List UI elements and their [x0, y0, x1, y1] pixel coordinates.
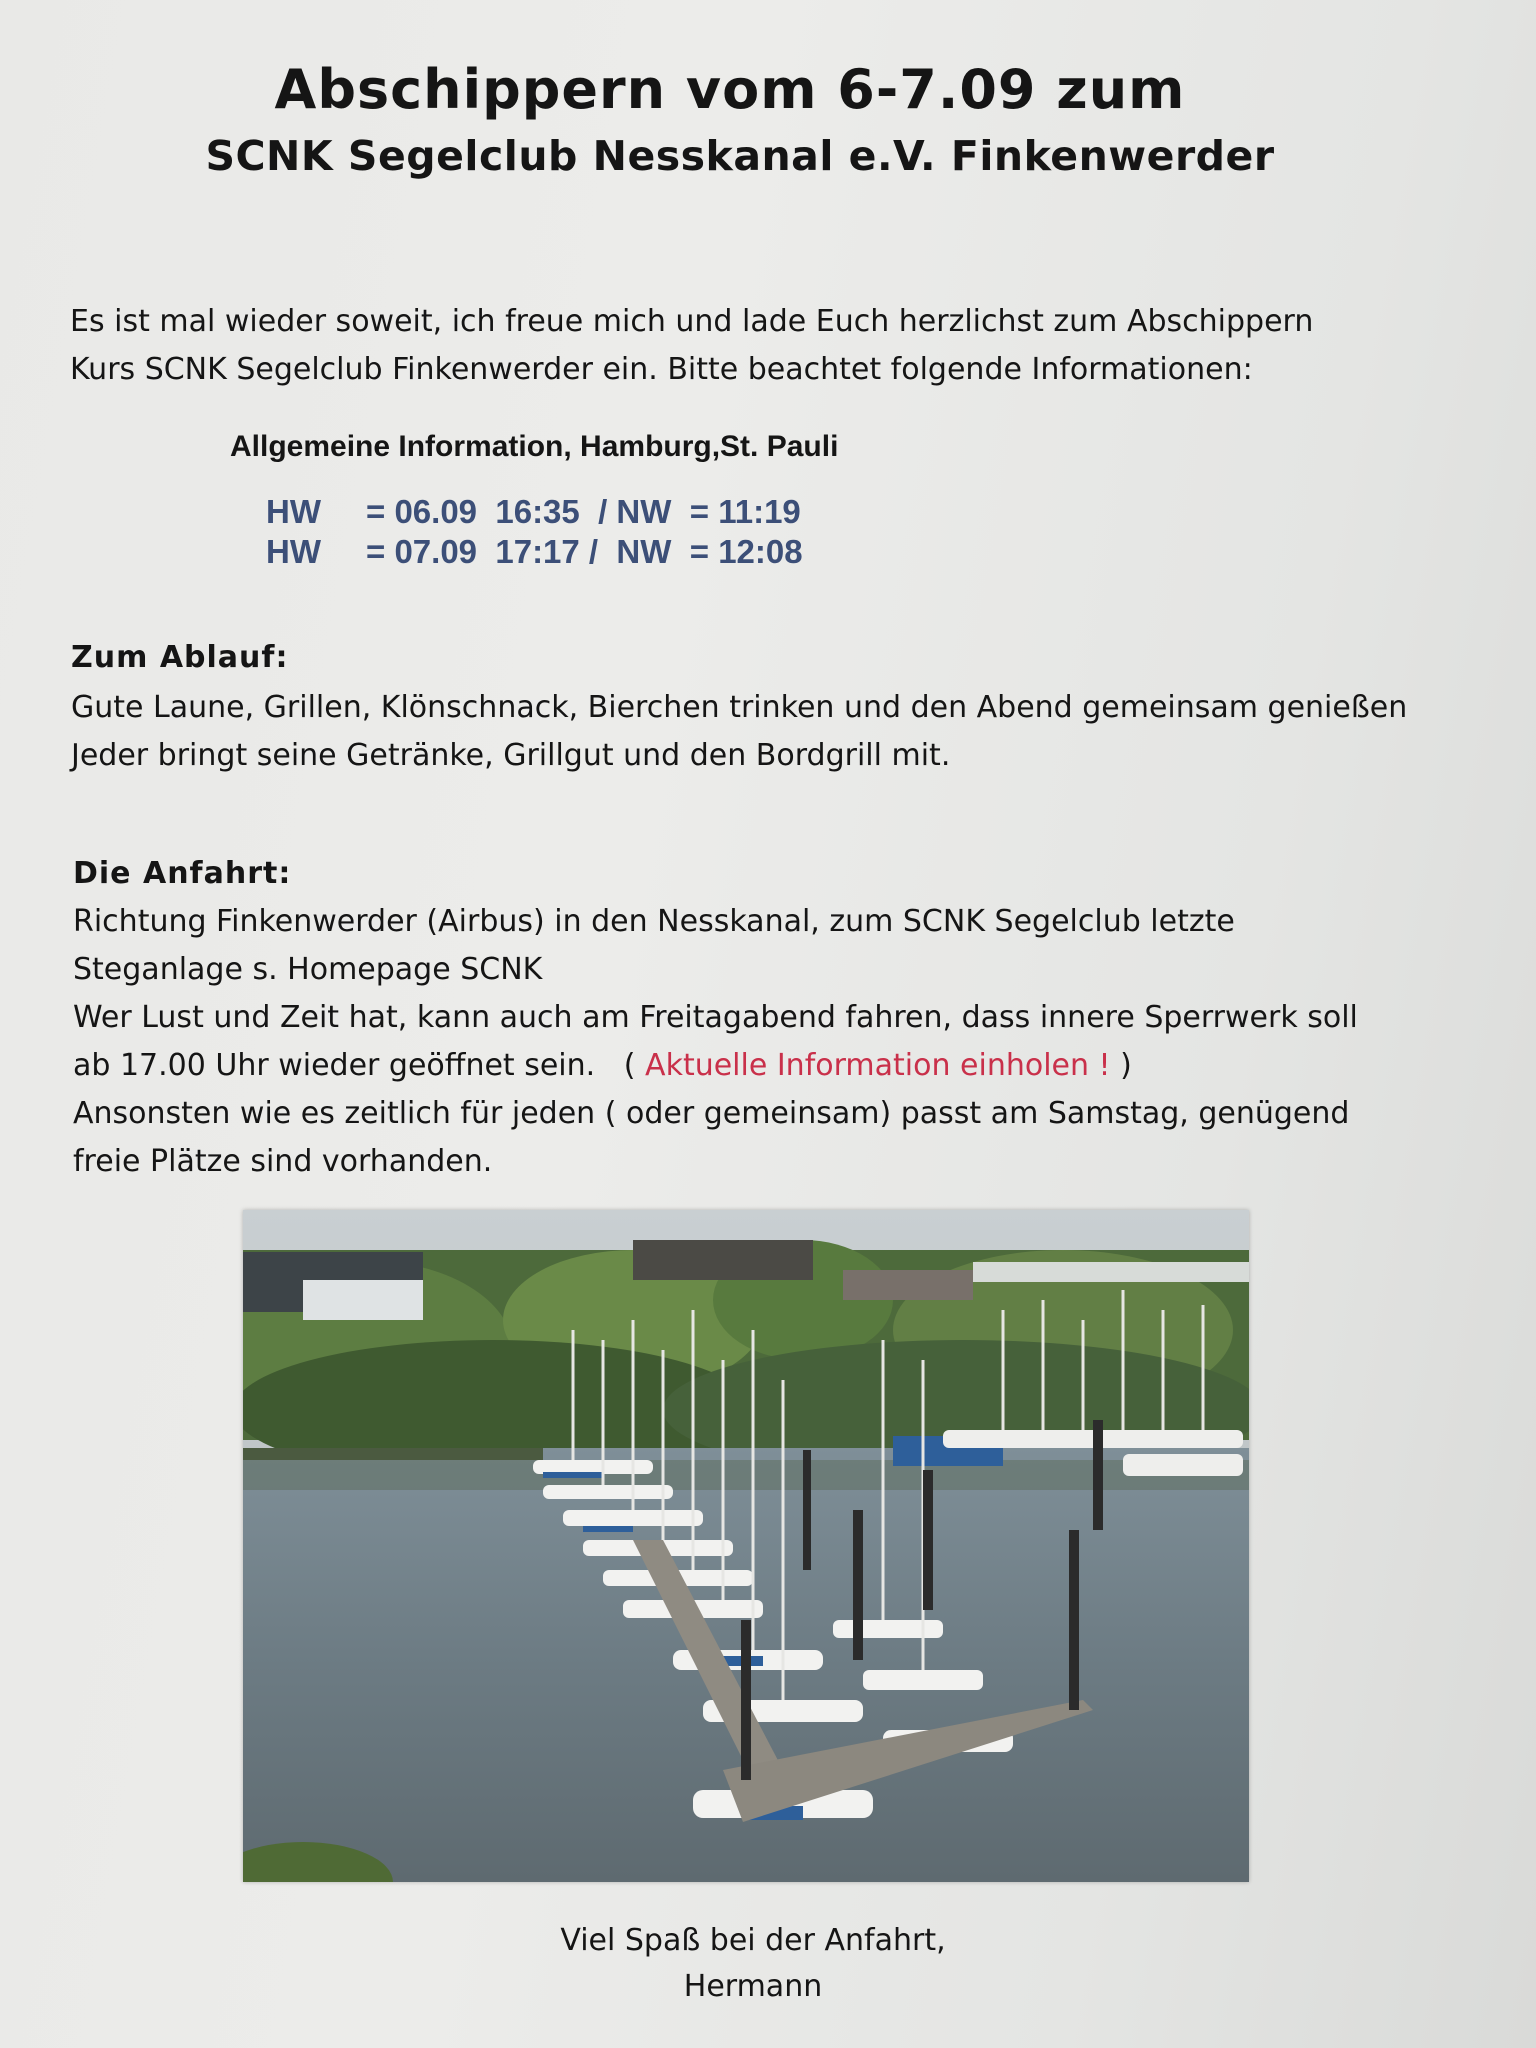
page-title: Abschippern vom 6-7.09 zum	[274, 58, 1186, 121]
anfahrt-text: ab 17.00 Uhr wieder geöffnet sein. (	[73, 1048, 646, 1083]
anfahrt-heading: Die Anfahrt:	[73, 856, 292, 891]
anfahrt-line: Steganlage s. Homepage SCNK	[73, 952, 543, 987]
marina-photo	[243, 1210, 1249, 1882]
signature-name: Hermann	[683, 1969, 823, 2004]
intro-line: Kurs SCNK Segelclub Finkenwerder ein. Bitte beachtet folgende Informationen:	[70, 352, 1253, 387]
anfahrt-line: Wer Lust und Zeit hat, kann auch am Freitagabend fahren, dass innere Sperrwerk soll	[73, 1000, 1358, 1035]
anfahrt-line: freie Plätze sind vorhanden.	[73, 1144, 493, 1179]
tide-label: HW	[266, 493, 321, 530]
tide-table	[266, 492, 803, 572]
page-subtitle: SCNK Segelclub Nesskanal e.V. Finkenwerder	[205, 132, 1275, 180]
tide-value: = 07.09 17:17 / NW = 12:08	[366, 533, 803, 570]
anfahrt-text: )	[1110, 1048, 1132, 1083]
anfahrt-line: Richtung Finkenwerder (Airbus) in den Nesskanal, zum SCNK Segelclub letzte	[73, 904, 1235, 939]
ablauf-heading: Zum Ablauf:	[71, 640, 289, 675]
tide-label: HW	[266, 533, 321, 570]
sign-off	[0, 1918, 1506, 2010]
highlight-notice: Aktuelle Information einholen !	[645, 1048, 1111, 1083]
ablauf-line: Gute Laune, Grillen, Klönschnack, Bierchen trinken und den Abend gemeinsam genießen	[71, 690, 1408, 725]
anfahrt-paragraph	[73, 898, 1493, 1186]
intro-line: Es ist mal wieder soweit, ich freue mich und lade Euch herzlichst zum Abschippern	[70, 304, 1314, 339]
intro-paragraph	[70, 298, 1470, 394]
tide-row	[266, 532, 803, 572]
anfahrt-line	[73, 1042, 1493, 1090]
tide-info-heading: Allgemeine Information, Hamburg,St. Pauli	[230, 430, 839, 463]
tide-row	[266, 492, 803, 532]
sign-off-line: Viel Spaß bei der Anfahrt,	[560, 1923, 946, 1958]
ablauf-paragraph	[71, 684, 1471, 780]
tide-value: = 06.09 16:35 / NW = 11:19	[366, 493, 801, 530]
anfahrt-line: Ansonsten wie es zeitlich für jeden ( oder gemeinsam) passt am Samstag, genügend	[73, 1096, 1350, 1131]
ablauf-line: Jeder bringt seine Getränke, Grillgut und den Bordgrill mit.	[71, 738, 951, 773]
